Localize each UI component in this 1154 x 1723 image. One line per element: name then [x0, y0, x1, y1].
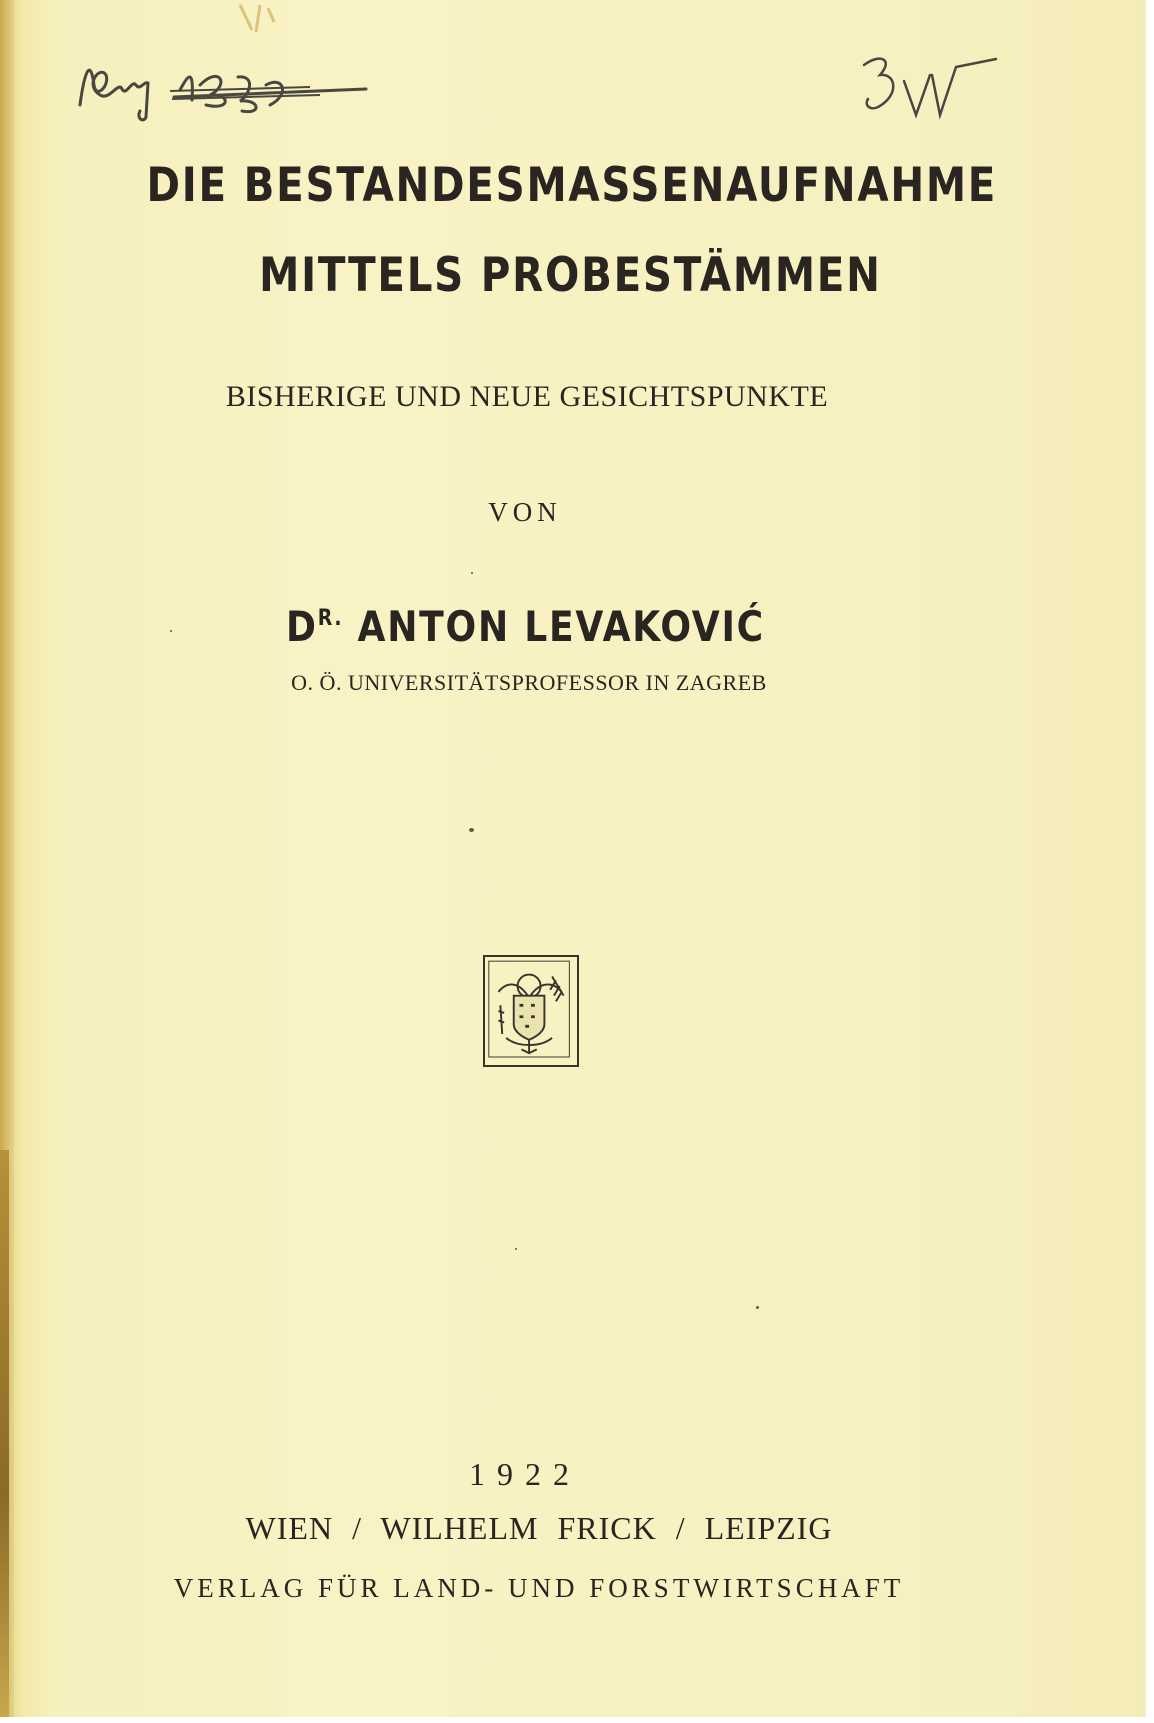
spine-shadow-lower — [0, 1150, 9, 1723]
paper-speck — [756, 1306, 759, 1309]
handwritten-inventory-number — [70, 45, 370, 125]
paper-speck — [515, 1248, 517, 1250]
author — [29, 602, 1021, 651]
scan-margin-bottom — [0, 1717, 1154, 1723]
paper-speck — [471, 572, 473, 574]
title-line-2: MITTELS PROBESTÄMMEN — [259, 248, 882, 303]
scan-margin-right — [1146, 0, 1154, 1723]
author-prefix-sup: R. — [317, 606, 344, 631]
publisher-emblem-icon — [483, 955, 579, 1067]
faded-mark-icon — [230, 0, 290, 40]
author-affiliation: O. Ö. UNIVERSITÄTSPROFESSOR IN ZAGREB — [291, 670, 767, 695]
by-line: VON — [488, 497, 562, 527]
paper-speck — [170, 630, 172, 632]
publication-year: 1922 — [469, 1456, 581, 1492]
handwritten-shelf-number — [860, 45, 1000, 125]
paper-speck — [469, 828, 474, 832]
publisher-line: VERLAG FÜR LAND- UND FORSTWIRTSCHAFT — [173, 1573, 905, 1603]
title-line-1: DIE BESTANDESMASSENAUFNAHME — [146, 158, 998, 213]
imprint-line: WIEN / WILHELM FRICK / LEIPZIG — [245, 1510, 833, 1546]
subtitle: BISHERIGE UND NEUE GESICHTSPUNKTE — [225, 380, 829, 413]
author-name: ANTON LEVAKOVIĆ — [357, 602, 765, 651]
author-prefix: D — [285, 602, 318, 651]
